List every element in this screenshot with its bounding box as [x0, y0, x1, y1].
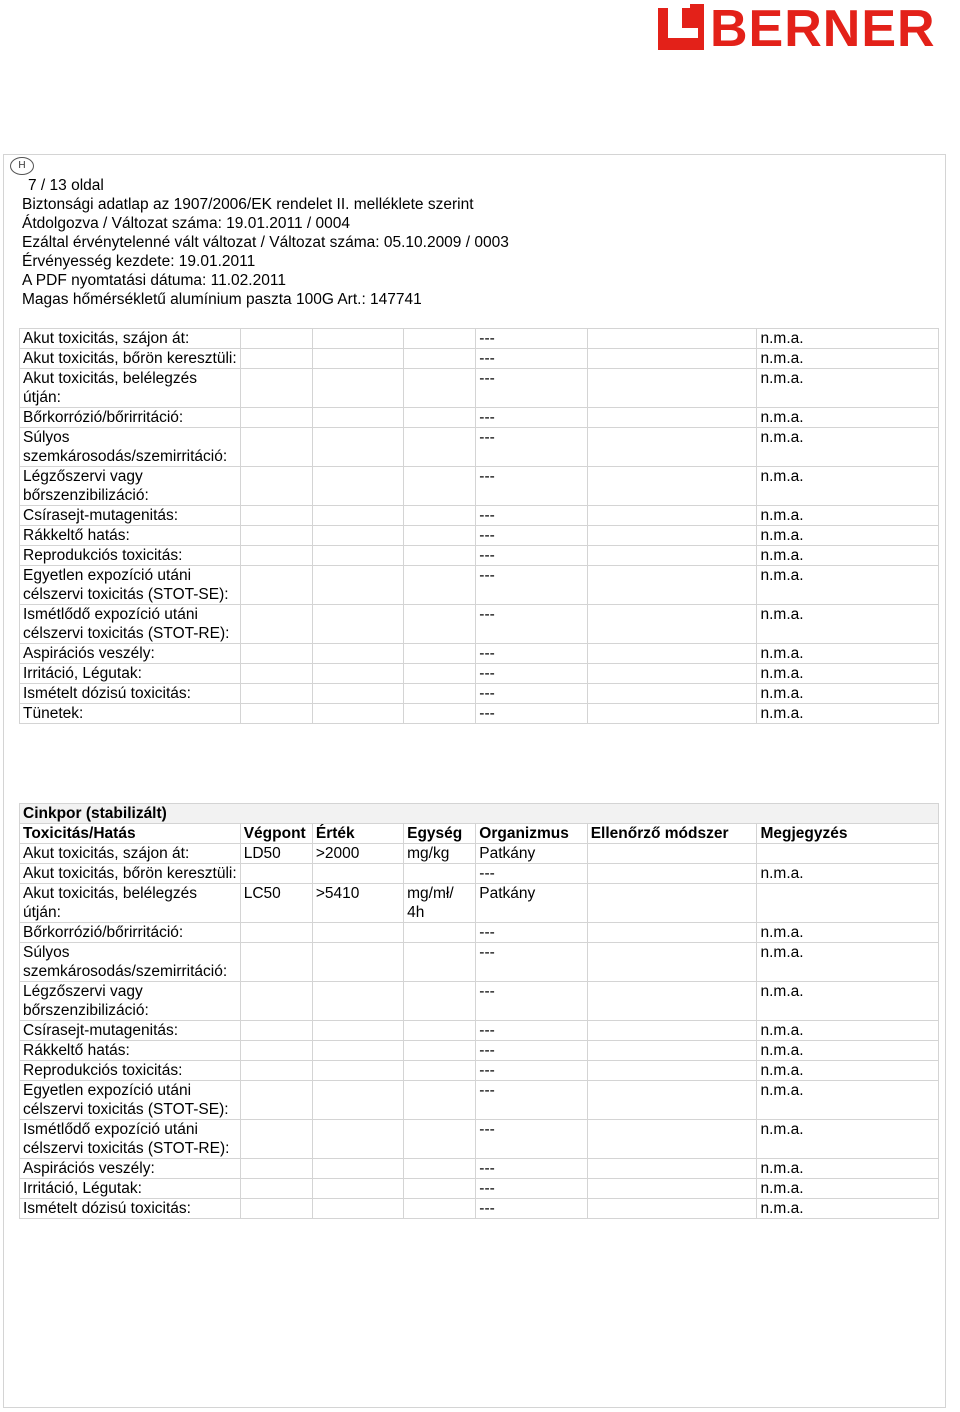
empty-cell	[240, 605, 312, 644]
empty-cell	[312, 467, 403, 506]
organism-cell: ---	[476, 704, 587, 724]
table-row	[20, 884, 939, 923]
value-cell	[312, 1021, 403, 1041]
value-cell	[312, 923, 403, 943]
remark-cell: n.m.a.	[757, 644, 939, 664]
organism-cell: ---	[476, 546, 587, 566]
table-row	[20, 1021, 939, 1041]
organism-cell: ---	[476, 329, 587, 349]
col-header-organism: Organizmus	[476, 824, 587, 844]
remark-cell: n.m.a.	[757, 369, 939, 408]
remark-cell: n.m.a.	[757, 526, 939, 546]
empty-cell	[240, 526, 312, 546]
empty-cell	[240, 329, 312, 349]
unit-cell	[404, 1159, 476, 1179]
empty-cell	[312, 506, 403, 526]
row-label: Akut toxicitás, bőrön keresztüli:	[20, 864, 241, 884]
empty-cell	[587, 546, 757, 566]
row-label: Légzőszervi vagy bőrszenzibilizáció:	[20, 467, 241, 506]
organism-cell: ---	[476, 1081, 587, 1120]
empty-cell	[404, 329, 476, 349]
remark-cell: n.m.a.	[757, 684, 939, 704]
organism-cell: Patkány	[476, 844, 587, 864]
empty-cell	[587, 506, 757, 526]
unit-cell	[404, 1120, 476, 1159]
endpoint-cell	[240, 923, 312, 943]
table-row	[20, 644, 939, 664]
empty-cell	[312, 546, 403, 566]
row-label: Ismétlődő expozíció utáni célszervi toxicitás (STOT-RE):	[20, 605, 241, 644]
row-label: Reprodukciós toxicitás:	[20, 1061, 241, 1081]
remark-cell: n.m.a.	[757, 428, 939, 467]
empty-cell	[240, 566, 312, 605]
unit-cell: mg/mł/ 4h	[404, 884, 476, 923]
organism-cell: ---	[476, 349, 587, 369]
unit-cell	[404, 1199, 476, 1219]
row-label: Bőrkorrózió/bőrirritáció:	[20, 923, 241, 943]
method-cell	[587, 1159, 757, 1179]
remark-cell: n.m.a.	[757, 1120, 939, 1159]
table-row	[20, 1041, 939, 1061]
remark-cell: n.m.a.	[757, 566, 939, 605]
organism-cell: ---	[476, 644, 587, 664]
remark-cell: n.m.a.	[757, 864, 939, 884]
empty-cell	[312, 428, 403, 467]
method-cell	[587, 982, 757, 1021]
empty-cell	[587, 526, 757, 546]
unit-cell: mg/kg	[404, 844, 476, 864]
row-label: Reprodukciós toxicitás:	[20, 546, 241, 566]
header-row	[20, 824, 939, 844]
empty-cell	[240, 349, 312, 369]
value-cell	[312, 1041, 403, 1061]
value-cell	[312, 1120, 403, 1159]
value-cell	[312, 1061, 403, 1081]
empty-cell	[404, 605, 476, 644]
row-label: Akut toxicitás, szájon át:	[20, 844, 241, 864]
organism-cell: ---	[476, 684, 587, 704]
empty-cell	[587, 605, 757, 644]
empty-cell	[404, 664, 476, 684]
table-row	[20, 526, 939, 546]
empty-cell	[312, 349, 403, 369]
remark-cell: n.m.a.	[757, 605, 939, 644]
unit-cell	[404, 1041, 476, 1061]
col-header-unit: Egység	[404, 824, 476, 844]
remark-cell: n.m.a.	[757, 1061, 939, 1081]
endpoint-cell	[240, 864, 312, 884]
empty-cell	[404, 408, 476, 428]
unit-cell	[404, 864, 476, 884]
row-label: Irritáció, Légutak:	[20, 664, 241, 684]
row-label: Tünetek:	[20, 704, 241, 724]
method-cell	[587, 1041, 757, 1061]
unit-cell	[404, 1021, 476, 1041]
remark-cell: n.m.a.	[757, 943, 939, 982]
empty-cell	[240, 684, 312, 704]
organism-cell: ---	[476, 526, 587, 546]
organism-cell: ---	[476, 408, 587, 428]
col-header-method: Ellenőrző módszer	[587, 824, 757, 844]
row-label: Ismételt dózisú toxicitás:	[20, 1199, 241, 1219]
endpoint-cell	[240, 943, 312, 982]
method-cell	[587, 1081, 757, 1120]
table-row	[20, 1159, 939, 1179]
empty-cell	[404, 526, 476, 546]
organism-cell: ---	[476, 467, 587, 506]
toxicity-table-zinc	[19, 803, 939, 1219]
value-cell	[312, 1159, 403, 1179]
organism-cell: ---	[476, 506, 587, 526]
brand-name: BERNER	[710, 0, 936, 58]
organism-cell: ---	[476, 664, 587, 684]
empty-cell	[404, 506, 476, 526]
table-row	[20, 349, 939, 369]
empty-cell	[404, 428, 476, 467]
table-row	[20, 506, 939, 526]
empty-cell	[240, 428, 312, 467]
remark-cell: n.m.a.	[757, 349, 939, 369]
endpoint-cell	[240, 1061, 312, 1081]
organism-cell: ---	[476, 369, 587, 408]
empty-cell	[312, 526, 403, 546]
unit-cell	[404, 982, 476, 1021]
empty-cell	[587, 329, 757, 349]
header-line-2: Átdolgozva / Változat száma: 19.01.2011 / 0004	[22, 215, 351, 232]
remark-cell: n.m.a.	[757, 329, 939, 349]
table-row	[20, 664, 939, 684]
berner-logo	[658, 0, 958, 58]
empty-cell	[587, 428, 757, 467]
empty-cell	[587, 704, 757, 724]
endpoint-cell	[240, 1179, 312, 1199]
header-line-5: A PDF nyomtatási dátuma: 11.02.2011	[22, 272, 286, 289]
row-label: Súlyos szemkárosodás/szemirritáció:	[20, 428, 241, 467]
table-row	[20, 864, 939, 884]
row-label: Rákkeltő hatás:	[20, 526, 241, 546]
empty-cell	[404, 349, 476, 369]
remark-cell: n.m.a.	[757, 1081, 939, 1120]
empty-cell	[240, 408, 312, 428]
value-cell	[312, 1081, 403, 1120]
table-row	[20, 943, 939, 982]
col-header-endpoint: Végpont	[240, 824, 312, 844]
table-row	[20, 982, 939, 1021]
header-line-6: Magas hőmérsékletű alumínium paszta 100G Art.: 147741	[22, 291, 422, 308]
row-label: Egyetlen expozíció utáni célszervi toxicitás (STOT-SE):	[20, 1081, 241, 1120]
organism-cell: ---	[476, 943, 587, 982]
row-label: Légzőszervi vagy bőrszenzibilizáció:	[20, 982, 241, 1021]
organism-cell: ---	[476, 1159, 587, 1179]
table-row	[20, 408, 939, 428]
method-cell	[587, 923, 757, 943]
organism-cell: Patkány	[476, 884, 587, 923]
empty-cell	[240, 467, 312, 506]
value-cell	[312, 982, 403, 1021]
remark-cell: n.m.a.	[757, 546, 939, 566]
unit-cell	[404, 923, 476, 943]
col-header-effect: Toxicitás/Hatás	[20, 824, 241, 844]
row-label: Rákkeltő hatás:	[20, 1041, 241, 1061]
col-header-remark: Megjegyzés	[757, 824, 939, 844]
table-row	[20, 369, 939, 408]
table-row	[20, 428, 939, 467]
value-cell: >2000	[312, 844, 403, 864]
table-row	[20, 546, 939, 566]
empty-cell	[240, 546, 312, 566]
endpoint-cell	[240, 1041, 312, 1061]
method-cell	[587, 943, 757, 982]
empty-cell	[404, 644, 476, 664]
organism-cell: ---	[476, 1041, 587, 1061]
row-label: Aspirációs veszély:	[20, 644, 241, 664]
empty-cell	[240, 369, 312, 408]
col-header-value: Érték	[312, 824, 403, 844]
organism-cell: ---	[476, 1179, 587, 1199]
remark-cell: n.m.a.	[757, 467, 939, 506]
method-cell	[587, 1061, 757, 1081]
remark-cell: n.m.a.	[757, 923, 939, 943]
empty-cell	[312, 664, 403, 684]
toxicity-table-general	[19, 328, 939, 724]
empty-cell	[312, 566, 403, 605]
organism-cell: ---	[476, 982, 587, 1021]
empty-cell	[404, 369, 476, 408]
method-cell	[587, 1120, 757, 1159]
organism-cell: ---	[476, 605, 587, 644]
row-label: Ismétlődő expozíció utáni célszervi toxicitás (STOT-RE):	[20, 1120, 241, 1159]
unit-cell	[404, 1061, 476, 1081]
empty-cell	[587, 684, 757, 704]
endpoint-cell	[240, 1199, 312, 1219]
empty-cell	[312, 329, 403, 349]
organism-cell: ---	[476, 428, 587, 467]
remark-cell: n.m.a.	[757, 1159, 939, 1179]
table-row	[20, 844, 939, 864]
remark-cell	[757, 844, 939, 864]
organism-cell: ---	[476, 1199, 587, 1219]
endpoint-cell: LD50	[240, 844, 312, 864]
remark-cell: n.m.a.	[757, 704, 939, 724]
row-label: Bőrkorrózió/bőrirritáció:	[20, 408, 241, 428]
remark-cell: n.m.a.	[757, 1021, 939, 1041]
row-label: Irritáció, Légutak:	[20, 1179, 241, 1199]
remark-cell: n.m.a.	[757, 1199, 939, 1219]
empty-cell	[240, 664, 312, 684]
row-label: Egyetlen expozíció utáni célszervi toxicitás (STOT-SE):	[20, 566, 241, 605]
table-row	[20, 1120, 939, 1159]
empty-cell	[404, 704, 476, 724]
endpoint-cell	[240, 1081, 312, 1120]
empty-cell	[312, 605, 403, 644]
empty-cell	[240, 644, 312, 664]
section-title-row	[20, 804, 939, 824]
empty-cell	[312, 704, 403, 724]
empty-cell	[312, 369, 403, 408]
endpoint-cell: LC50	[240, 884, 312, 923]
empty-cell	[587, 467, 757, 506]
header-line-3: Ezáltal érvénytelenné vált változat / Változat száma: 05.10.2009 / 0003	[22, 234, 509, 251]
empty-cell	[404, 566, 476, 605]
page-number: 7 / 13 oldal	[28, 177, 104, 194]
empty-cell	[587, 566, 757, 605]
table-row	[20, 566, 939, 605]
empty-cell	[587, 349, 757, 369]
row-label: Csírasejt-mutagenitás:	[20, 1021, 241, 1041]
empty-cell	[404, 546, 476, 566]
value-cell	[312, 1179, 403, 1199]
empty-cell	[312, 644, 403, 664]
empty-cell	[587, 664, 757, 684]
endpoint-cell	[240, 1120, 312, 1159]
section-title: Cinkpor (stabilizált)	[20, 804, 939, 824]
value-cell: >5410	[312, 884, 403, 923]
endpoint-cell	[240, 1021, 312, 1041]
table-row	[20, 1081, 939, 1120]
method-cell	[587, 884, 757, 923]
organism-cell: ---	[476, 566, 587, 605]
table-row	[20, 329, 939, 349]
remark-cell: n.m.a.	[757, 506, 939, 526]
organism-cell: ---	[476, 1120, 587, 1159]
empty-cell	[312, 408, 403, 428]
endpoint-cell	[240, 1159, 312, 1179]
value-cell	[312, 864, 403, 884]
organism-cell: ---	[476, 864, 587, 884]
unit-cell	[404, 1179, 476, 1199]
header-line-4: Érvényesség kezdete: 19.01.2011	[22, 253, 256, 270]
empty-cell	[404, 467, 476, 506]
remark-cell	[757, 884, 939, 923]
table-row	[20, 605, 939, 644]
remark-cell: n.m.a.	[757, 1179, 939, 1199]
endpoint-cell	[240, 982, 312, 1021]
unit-cell	[404, 1081, 476, 1120]
remark-cell: n.m.a.	[757, 664, 939, 684]
berner-logo-mark-icon	[658, 4, 706, 52]
organism-cell: ---	[476, 1021, 587, 1041]
row-label: Ismételt dózisú toxicitás:	[20, 684, 241, 704]
row-label: Akut toxicitás, belélegzés útján:	[20, 369, 241, 408]
empty-cell	[587, 644, 757, 664]
remark-cell: n.m.a.	[757, 408, 939, 428]
language-badge: H	[10, 157, 34, 175]
row-label: Csírasejt-mutagenitás:	[20, 506, 241, 526]
row-label: Akut toxicitás, bőrön keresztüli:	[20, 349, 241, 369]
method-cell	[587, 1021, 757, 1041]
method-cell	[587, 844, 757, 864]
table-row	[20, 1199, 939, 1219]
empty-cell	[587, 408, 757, 428]
remark-cell: n.m.a.	[757, 982, 939, 1021]
method-cell	[587, 1179, 757, 1199]
organism-cell: ---	[476, 923, 587, 943]
empty-cell	[404, 684, 476, 704]
row-label: Súlyos szemkárosodás/szemirritáció:	[20, 943, 241, 982]
organism-cell: ---	[476, 1061, 587, 1081]
table-row	[20, 684, 939, 704]
unit-cell	[404, 943, 476, 982]
header-line-1: Biztonsági adatlap az 1907/2006/EK rendelet II. melléklete szerint	[22, 196, 474, 213]
empty-cell	[312, 684, 403, 704]
empty-cell	[240, 506, 312, 526]
method-cell	[587, 1199, 757, 1219]
remark-cell: n.m.a.	[757, 1041, 939, 1061]
table-row	[20, 704, 939, 724]
row-label: Aspirációs veszély:	[20, 1159, 241, 1179]
row-label: Akut toxicitás, szájon át:	[20, 329, 241, 349]
document-header	[22, 176, 509, 309]
row-label: Akut toxicitás, belélegzés útján:	[20, 884, 241, 923]
empty-cell	[587, 369, 757, 408]
value-cell	[312, 943, 403, 982]
value-cell	[312, 1199, 403, 1219]
table-row	[20, 1179, 939, 1199]
table-row	[20, 923, 939, 943]
table-row	[20, 1061, 939, 1081]
empty-cell	[240, 704, 312, 724]
method-cell	[587, 864, 757, 884]
table-row	[20, 467, 939, 506]
